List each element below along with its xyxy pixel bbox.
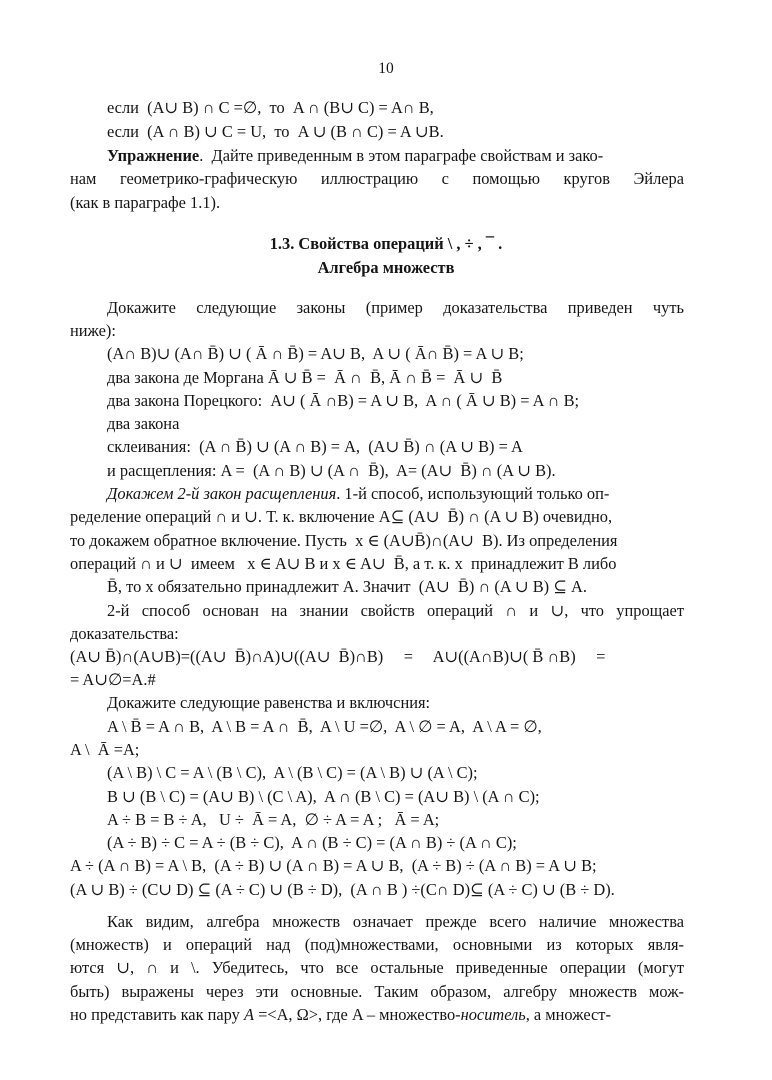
algebra-symbol: A	[243, 1005, 254, 1024]
formula-difference-2: A \ Ā =A;	[70, 740, 140, 759]
text-line-38-middle: =<A, Ω>, где A – множество-	[253, 1005, 461, 1024]
text-line-38-start: но представить как пару	[70, 1005, 244, 1024]
proof-line-5: B̄, то x обязательно принадлежит A. Значит (A∪ B̄) ∩ (A ∪ B) ⊆ A.	[107, 577, 587, 596]
proof-line-7: доказательства:	[70, 624, 179, 643]
proof-formula-1: (A∪ B̄)∩(A∪B)=((A∪ B̄)∩A)∪((A∪ B̄)∩B) = A∪((A∩B)∪( B̄ ∩B) =	[70, 647, 606, 666]
text-line-13: два закона	[107, 414, 180, 433]
text-line-38	[70, 1004, 611, 1026]
text-line-1: если (A∪ B) ∩ C =∅, то A ∩ (B∪ C) = A∩ B,	[107, 98, 434, 117]
formula-inclusion: (A ∪ B) ÷ (C∪ D) ⊆ (A ÷ C) ∪ (B ÷ D), (A ∩ B ) ÷(C∩ D)⊆ (A ÷ C) ∪ (B ÷ D).	[70, 880, 615, 899]
formula-difference-4: B ∪ (B \ C) = (A∪ B) \ (C \ A), A ∩ (B \ C) = (A∪ B) \ (A ∩ C);	[107, 787, 540, 806]
proof-line-2: ределение операций ∩ и ∪. Т. к. включение A⊆ (A∪ B̄) ∩ (A ∪ B) очевидно,	[70, 507, 613, 526]
section-subheading: Алгебра множеств	[317, 258, 455, 277]
text-line-37: быть) выражены через эти основные. Таким образом, алгебру множеств мож-	[70, 982, 684, 1001]
text-line-35: (множеств) и операций над (под)множествами, основными из которых явля-	[70, 935, 684, 954]
text-line-38-end: , а множест-	[525, 1005, 611, 1024]
formula-splitting: и расщепления: A = (A ∩ B) ∪ (A ∩ B̄), A= (A∪ B̄) ∩ (A ∪ B).	[107, 461, 556, 480]
proof-intro: . 1-й способ, использующий только оп-	[336, 484, 610, 503]
formula-difference-1: A \ B̄ = A ∩ B, A \ B = A ∩ B̄, A \ U =∅, A \ ∅ = A, A \ A = ∅,	[107, 717, 542, 736]
text-line-36: ются ∪, ∩ и \. Убедитесь, что все остальные приведенные операции (могут	[70, 958, 684, 977]
text-line-9: ниже):	[70, 321, 116, 340]
proof-line-3: то докажем обратное включение. Пусть x ∈ (A∪B̄)∩(A∪ B). Из определения	[70, 531, 618, 550]
text-line-2: если (A ∩ B) ∪ C = U, то A ∪ (B ∩ C) = A ∪B.	[107, 122, 444, 141]
formula-difference-3: (A \ B) \ C = A \ (B \ C), A \ (B \ C) = (A \ B) ∪ (A \ C);	[107, 763, 478, 782]
text-line-34: Как видим, алгебра множеств означает прежде всего наличие множества	[107, 912, 684, 931]
formula-symmetric-3: A ÷ (A ∩ B) = A \ B, (A ÷ B) ∪ (A ∩ B) = A ∪ B, (A ÷ B) ÷ (A ∩ B) = A ∪ B;	[70, 856, 597, 875]
proof-line-1	[107, 483, 609, 505]
proof-title: Докажем 2-й закон расщепления	[107, 484, 337, 503]
formula-de-morgan: два закона де Моргана Ā ∪ B̄ = Ā ∩ B̄, Ā ∩ B̄ = Ā ∪ B̄	[107, 368, 503, 387]
proof-line-6: 2-й способ основан на знании свойств операций ∩ и ∪, что упрощает	[107, 601, 684, 620]
proof-formula-2: = A∪∅=A.#	[70, 670, 156, 689]
section-heading: 1.3. Свойства операций \ , ÷ , ¯ .	[269, 234, 503, 253]
text-line-25: Докажите следующие равенства и включсния:	[107, 693, 431, 712]
formula-gluing: склеивания: (A ∩ B̄) ∪ (A ∩ B) = A, (A∪ B̄) ∩ (A ∪ B) = A	[107, 437, 523, 456]
formula-symmetric-1: A ÷ B = B ÷ A, U ÷ Ā = A, ∅ ÷ A = A ; Ā = A;	[107, 810, 440, 829]
proof-line-4: операций ∩ и ∪ имеем x ∈ A∪ B и x ∈ A∪ B̄, а т. к. x принадлежит B либо	[70, 554, 617, 573]
text-line-8: Докажите следующие законы (пример доказательства приведен чуть	[107, 298, 684, 317]
text-line-5: (как в параграфе 1.1).	[70, 193, 221, 212]
page-number: 10	[378, 60, 394, 77]
formula-symmetric-2: (A ÷ B) ÷ C = A ÷ (B ÷ C), A ∩ (B ÷ C) = (A ∩ B) ÷ (A ∩ C);	[107, 833, 517, 852]
exercise-label: Упражнение	[107, 146, 200, 165]
exercise-text: . Дайте приведенным в этом параграфе свойствам и зако-	[199, 146, 604, 165]
exercise-line	[107, 145, 603, 167]
carrier-term: носитель	[460, 1005, 526, 1024]
formula-absorption: (A∩ B)∪ (A∩ B̄) ∪ ( Ā ∩ B̄) = A∪ B, A ∪ ( Ā∩ B̄) = A ∪ B;	[107, 344, 524, 363]
text-line-4: нам геометрико-графическую иллюстрацию с помощью кругов Эйлера	[70, 169, 684, 188]
formula-poretsky: два закона Порецкого: A∪ ( Ā ∩B) = A ∪ B, A ∩ ( Ā ∪ B) = A ∩ B;	[107, 391, 580, 410]
